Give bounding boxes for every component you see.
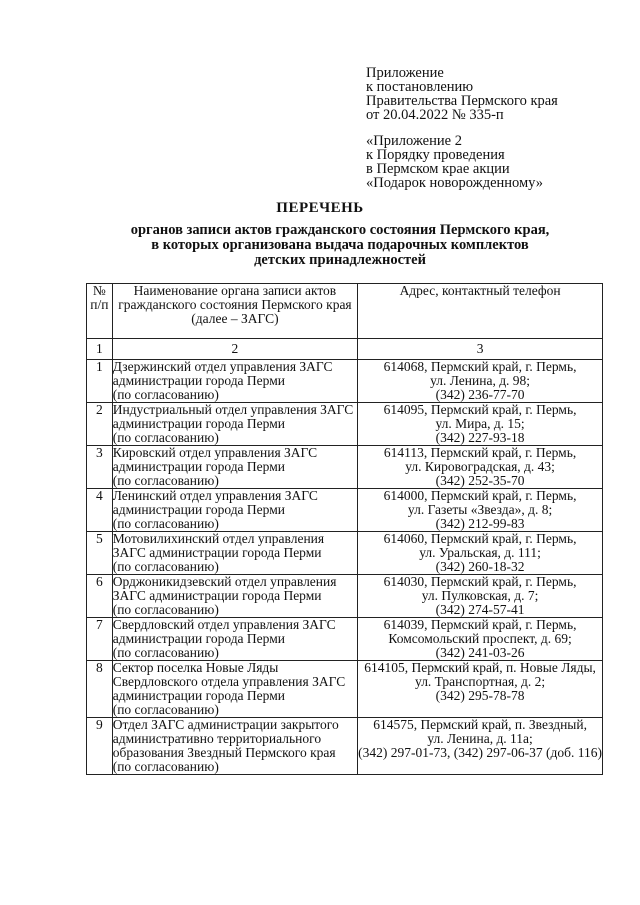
office-name-line: Ленинский отдел управления ЗАГС <box>112 488 318 503</box>
approval-note <box>366 66 558 122</box>
office-name-line: Мотовилихинский отдел управления <box>112 531 325 546</box>
office-name-line: Свердловский отдел управления ЗАГС <box>112 617 336 632</box>
office-name-line: Орджоникидзевский отдел управления <box>112 574 337 589</box>
office-name-line: администрации города Перми <box>112 416 285 431</box>
office-name-line: (по согласованию) <box>112 702 219 717</box>
annex-line: «Подарок новорожденному» <box>366 175 544 191</box>
header-name-line: Наименование органа записи актов <box>133 283 337 298</box>
table-row <box>87 446 603 489</box>
office-name <box>112 446 357 489</box>
office-address-line: (342) 297-01-73, (342) 297-06-37 (доб. 116) <box>358 745 602 760</box>
header-name-line: гражданского состояния Пермского края <box>118 297 352 312</box>
office-name-line: (по согласованию) <box>112 645 219 660</box>
row-number: 2 <box>87 403 113 446</box>
office-address-line: ул. Ленина, д. 98; <box>430 373 531 388</box>
column-index: 3 <box>358 339 603 360</box>
office-address <box>358 446 603 489</box>
office-name <box>112 532 357 575</box>
office-address-line: ул. Транспортная, д. 2; <box>415 674 546 689</box>
office-name <box>112 489 357 532</box>
office-name-line: (по согласованию) <box>112 559 219 574</box>
table-row <box>87 532 603 575</box>
annex-line: «Приложение 2 <box>366 133 462 149</box>
office-address-line: 614039, Пермский край, г. Пермь, <box>383 617 577 632</box>
header-address: Адрес, контактный телефон <box>358 284 603 339</box>
office-name-line: (по согласованию) <box>112 473 219 488</box>
office-address-line: (342) 260-18-32 <box>435 559 525 574</box>
office-name <box>112 403 357 446</box>
office-address-line: ул. Мира, д. 15; <box>435 416 525 431</box>
header-number <box>87 284 113 339</box>
column-index: 2 <box>112 339 357 360</box>
header-number-line: п/п <box>90 297 109 312</box>
office-address <box>358 618 603 661</box>
office-name-line: административно территориального <box>112 731 322 746</box>
header-name <box>112 284 357 339</box>
document-title: ПЕРЕЧЕНЬ <box>276 200 364 216</box>
office-name <box>112 575 357 618</box>
column-index-row <box>87 339 603 360</box>
table-row <box>87 618 603 661</box>
office-name-line: (по согласованию) <box>112 387 219 402</box>
office-name-line: (по согласованию) <box>112 516 219 531</box>
approval-line: Приложение <box>366 65 444 81</box>
office-name-line: Сектор поселка Новые Ляды <box>112 660 279 675</box>
column-index: 1 <box>87 339 113 360</box>
office-name-line: Свердловского отдела управления ЗАГС <box>112 674 346 689</box>
office-name <box>112 661 357 718</box>
office-name <box>112 718 357 775</box>
office-address-line: ул. Кировоградская, д. 43; <box>405 459 555 474</box>
office-address <box>358 532 603 575</box>
office-address-line: (342) 212-99-83 <box>435 516 525 531</box>
office-name-line: Отдел ЗАГС администрации закрытого <box>112 717 339 732</box>
row-number: 9 <box>87 718 113 775</box>
office-address <box>358 403 603 446</box>
office-name-line: администрации города Перми <box>112 502 285 517</box>
row-number: 5 <box>87 532 113 575</box>
document-subtitle <box>100 223 580 268</box>
office-address-line: 614113, Пермский край, г. Пермь, <box>383 445 577 460</box>
office-name-line: администрации города Перми <box>112 631 285 646</box>
office-address <box>358 360 603 403</box>
office-name-line: Дзержинский отдел управления ЗАГС <box>112 359 333 374</box>
office-address-line: Комсомольский проспект, д. 69; <box>388 631 572 646</box>
office-name-line: администрации города Перми <box>112 373 285 388</box>
office-address <box>358 718 603 775</box>
table-row <box>87 575 603 618</box>
subtitle-line: в которых организована выдача подарочных комплектов <box>151 237 529 253</box>
annex-line: в Пермском крае акции <box>366 161 510 177</box>
annex-line: к Порядку проведения <box>366 147 505 163</box>
office-address-line: 614030, Пермский край, г. Пермь, <box>383 574 577 589</box>
subtitle-line: детских принадлежностей <box>254 252 426 268</box>
office-address-line: ул. Газеты «Звезда», д. 8; <box>407 502 553 517</box>
header-name-line: (далее – ЗАГС) <box>191 311 279 326</box>
approval-line: к постановлению <box>366 79 474 95</box>
office-address <box>358 489 603 532</box>
row-number: 3 <box>87 446 113 489</box>
row-number: 1 <box>87 360 113 403</box>
subtitle-line: органов записи актов гражданского состояния Пермского края, <box>130 222 550 238</box>
office-name-line: (по согласованию) <box>112 602 219 617</box>
table-row <box>87 489 603 532</box>
office-address-line: (342) 252-35-70 <box>435 473 525 488</box>
row-number: 4 <box>87 489 113 532</box>
office-address-line: (342) 236-77-70 <box>435 387 525 402</box>
approval-line: от 20.04.2022 № 335-п <box>366 107 504 123</box>
office-name-line: (по согласованию) <box>112 759 219 774</box>
office-address-line: 614068, Пермский край, г. Пермь, <box>383 359 577 374</box>
office-address-line: (342) 295-78-78 <box>435 688 525 703</box>
office-name <box>112 360 357 403</box>
office-address-line: 614095, Пермский край, г. Пермь, <box>383 402 577 417</box>
office-name-line: ЗАГС администрации города Перми <box>112 588 322 603</box>
office-name-line: Кировский отдел управления ЗАГС <box>112 445 318 460</box>
office-address-line: (342) 274-57-41 <box>435 602 525 617</box>
approval-line: Правительства Пермского края <box>366 93 558 109</box>
table-row <box>87 661 603 718</box>
annex-note <box>366 134 543 190</box>
office-address-line: (342) 227-93-18 <box>435 430 525 445</box>
office-address <box>358 575 603 618</box>
office-name-line: (по согласованию) <box>112 430 219 445</box>
office-address-line: 614000, Пермский край, г. Пермь, <box>383 488 577 503</box>
table-row <box>87 360 603 403</box>
registry-table <box>86 283 603 775</box>
office-address-line: ул. Пулковская, д. 7; <box>421 588 539 603</box>
row-number: 6 <box>87 575 113 618</box>
office-name-line: Индустриальный отдел управления ЗАГС <box>112 402 354 417</box>
office-address-line: 614060, Пермский край, г. Пермь, <box>383 531 577 546</box>
office-address <box>358 661 603 718</box>
office-name <box>112 618 357 661</box>
office-name-line: администрации города Перми <box>112 688 285 703</box>
header-number-line: № <box>92 283 106 298</box>
office-address-line: ул. Ленина, д. 11а; <box>427 731 533 746</box>
table-header-row <box>87 284 603 339</box>
table-row <box>87 403 603 446</box>
office-name-line: администрации города Перми <box>112 459 285 474</box>
row-number: 7 <box>87 618 113 661</box>
table-row <box>87 718 603 775</box>
office-address-line: 614105, Пермский край, п. Новые Ляды, <box>364 660 596 675</box>
office-address-line: 614575, Пермский край, п. Звездный, <box>373 717 587 732</box>
office-name-line: образования Звездный Пермского края <box>112 745 336 760</box>
row-number: 8 <box>87 661 113 718</box>
office-address-line: ул. Уральская, д. 111; <box>419 545 541 560</box>
office-name-line: ЗАГС администрации города Перми <box>112 545 322 560</box>
office-address-line: (342) 241-03-26 <box>435 645 525 660</box>
